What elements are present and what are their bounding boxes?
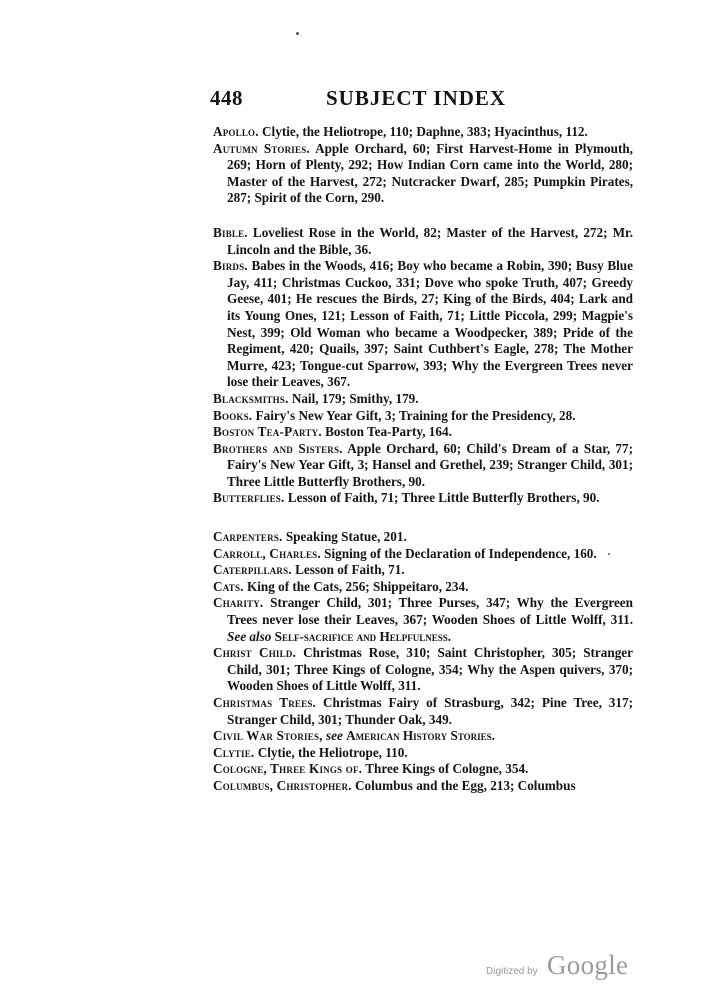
index-entry-brothers-and-sisters [213,441,633,491]
entry-text: Apple Orchard, 60; Child's Dream of a Star, 77; Fairy's New Year Gift, 3; Hansel and Grethel, 239; Stranger Child, 301; Three Little Butterfly Brothers, 90. [227,440,633,489]
watermark-small-text: Digitized by [486,966,538,977]
index-entry-charity [213,595,633,645]
entry-term: Books. [213,407,253,423]
entry-text: Signing of the Declaration of Independence, 160. [320,545,597,561]
entry-term: Civil War Stories, [213,728,323,744]
index-entry-apollo [213,124,633,141]
entry-text: Three Kings of Cologne, 354. [362,761,529,777]
entry-term: Caterpillars. [213,562,292,578]
page-title: SUBJECT INDEX [326,86,507,110]
entry-text: Clytie, the Heliotrope, 110. [254,744,408,760]
index-entry-carroll-charles [213,546,633,563]
entry-term: Blacksmiths. [213,390,289,406]
entry-term: Carpenters. [213,529,283,545]
entry-term: Bible. [213,224,248,240]
entry-term: Cologne, Three Kings of. [213,761,363,777]
entry-text: Lesson of Faith, 71; Three Little Butterfly Brothers, 90. [284,490,600,506]
entry-term: Christmas Trees. [213,695,317,710]
speck-top [296,32,299,35]
index-entry-christ-child [213,645,633,695]
entry-text: Boston Tea-Party, 164. [321,424,452,440]
entry-text: Apple Orchard, 60; First Harvest-Home in Plymouth, 269; Horn of Plenty, 292; How Indian Corn came into the World, 280; Master of the Harvest, 272; Nutcracker Dwarf, 285; Pumpkin Pirates, 287; Spirit of the Corn, 290. [227,140,633,206]
index-entry-birds [213,258,633,391]
see-also-label: See also [227,628,275,644]
index-entry-blacksmiths [213,391,633,408]
entry-term: Columbus, Christopher. [213,777,352,793]
see-label: see [322,728,347,744]
index-entry-bible [213,225,633,258]
entry-term: Birds. [213,258,248,274]
index-entry-books [213,408,633,425]
see-also-target: Self-sacrifice and Helpfulness. [274,628,452,644]
entry-text: Speaking Statue, 201. [282,529,407,545]
entry-text: Stranger Child, 301; Three Purses, 347; Why the Evergreen Trees never lose their Leaves, 367; Wooden Shoes of Little Wolff, 311. [227,595,633,628]
index-entry-boston-tea-party [213,424,633,441]
entry-term: Charity. [213,595,264,611]
entry-text: Loveliest Rose in the World, 82; Master of the Harvest, 272; Mr. Lincoln and the Bible, 36. [227,224,633,257]
entry-term: Cats. [213,578,244,594]
index-entry-autumn-stories [213,141,633,207]
entry-term: Boston Tea-Party. [213,424,322,440]
index-entry-christmas-trees [213,695,633,728]
index-entry-civil-war-stories [213,728,633,745]
watermark-google-logo: Google [547,950,629,980]
entry-term: Christ Child. [213,645,297,661]
index-entry-cats [213,579,633,596]
index-entry-columbus-christopher [213,778,633,795]
entry-text: Christmas Fairy of Strasburg, 342; Pine Tree, 317; Stranger Child, 301; Thunder Oak, 349. [227,695,633,727]
entry-term: Carroll, Charles. [213,545,321,561]
see-target: American History Stories. [346,728,495,744]
entry-text: Nail, 179; Smithy, 179. [288,390,419,406]
entry-text: Fairy's New Year Gift, 3; Training for the Presidency, 28. [252,407,576,423]
entry-text: Columbus and the Egg, 213; Columbus [351,777,576,793]
index-entry-carpenters [213,529,633,546]
page-number: 448 [210,86,243,110]
entry-term: Autumn Stories. [213,140,310,156]
index-entry-butterflies [213,490,633,507]
entry-term: Apollo. [213,124,259,139]
entry-text: Clytie, the Heliotrope, 110; Daphne, 383; Hyacinthus, 112. [258,124,588,139]
entry-term: Clytie. [213,744,255,760]
entry-text: Babes in the Woods, 416; Boy who became a Robin, 390; Busy Blue Jay, 411; Christmas Cuckoo, 331; Dove who spoke Truth, 407; Greedy Geese, 401; He rescues the Birds, 27; King of the Birds, 404; Lark and its Young Ones, 121; Lesson of Faith, 71; Little Piccola, 299; Magpie's Nest, 399; Old Woman who became a Woodpecker, 389; Pride of the Regiment, 420; Quails, 397; Saint Cuthbert's Eagle, 278; The Mother Murre, 423; Tongue-cut Sparrow, 393; Why the Evergreen Trees never lose their Leaves, 367. [227,258,633,390]
index-entries [213,124,633,795]
entry-term: Brothers and Sisters. [213,440,343,456]
entry-text: Lesson of Faith, 71. [291,562,405,578]
entry-text: King of the Cats, 256; Shippeitaro, 234. [243,578,469,594]
digitized-by-google-watermark [486,952,666,992]
page-header [210,86,630,120]
index-entry-clytie [213,745,633,762]
index-entry-cologne-three-kings [213,761,633,778]
entry-text: Christmas Rose, 310; Saint Christopher, 305; Stranger Child, 301; Three Kings of Cologne, 354; Why the Aspen quivers, 370; Wooden Shoes of Little Wolff, 311. [227,645,633,694]
index-entry-caterpillars [213,562,633,579]
entry-term: Butterflies. [213,490,285,506]
